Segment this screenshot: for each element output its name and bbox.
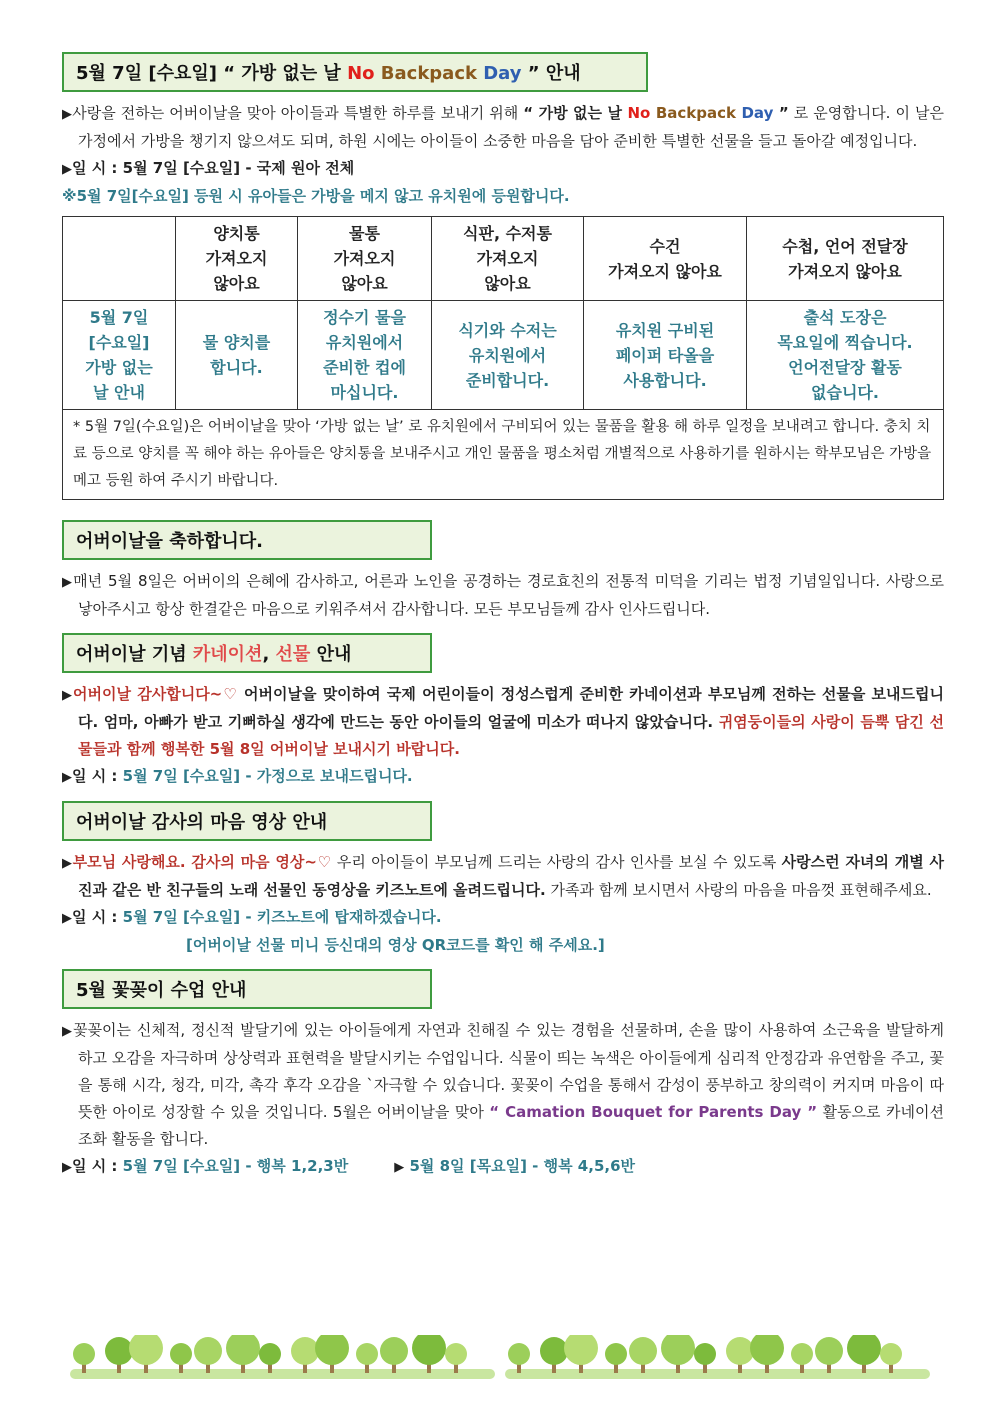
tree-icon [226,1335,260,1365]
qr-note: [어버이날 선물 미니 등신대의 영상 QR코드를 확인 해 주세요.] [186,936,605,954]
tree-icon [815,1337,843,1365]
tree-icon [880,1343,902,1365]
table-cell: 식기와 수저는 유치원에서 준비합니다. [432,301,584,410]
table-header-cell: 수건 가져오지 않아요 [584,217,747,301]
tree-icon [508,1343,530,1365]
table-cell: 물 양치를 합니다. [176,301,298,410]
bullet-triangle-icon: ▶ [394,1160,405,1175]
bullet-triangle-icon: ▶ [62,770,72,785]
section-title-video: 어버이날 감사의 마음 영상 안내 [62,801,432,841]
date-line: ▶일 시 : 5월 7일 [수요일] - 키즈노트에 탑재하겠습니다. [62,908,442,926]
section-title-backpack-day: 5월 7일 [수요일] “ 가방 없는 날 No Backpack Day ” 안내 [62,52,648,92]
tree-icon [73,1343,95,1365]
tree-icon [291,1337,319,1365]
bullet-triangle-icon: ▶ [62,1024,74,1039]
date-line: ▶일 시 : 5월 7일 [수요일] - 국제 원아 전체 [62,159,355,177]
section-video [62,801,944,959]
cell-text: 양치통 가져오지 않아요 [205,224,268,293]
tree-icon [694,1343,716,1365]
newsletter-page [62,52,944,1191]
section-title-flower-class: 5월 꽃꽂이 수업 안내 [62,969,432,1009]
section-title-parents-day: 어버이날을 축하합니다. [62,520,432,560]
tree-icon [791,1343,813,1365]
tree-icon [412,1335,446,1365]
bullet-triangle-icon: ▶ [62,688,74,703]
section-carnation-gift [62,633,944,791]
table-footnote: * 5월 7일(수요일)은 어버이날을 맞아 ‘가방 없는 날’ 로 유치원에서 구비되어 있는 물품을 활용 해 하루 일정을 보내려고 합니다. 충치 치료 등으로 양치를 꼭 해야 하는 유아들은 양치통을 보내주시고 개인 물품을 평소처럼 개별적으로 사용하기를 원하시는 학부모님은 가방을 메고 등원 하여 주시기 바랍니다. [63,410,944,500]
tree-border-right [505,1335,930,1379]
tree-icon [445,1343,467,1365]
tree-icon [726,1337,754,1365]
date-line: ▶일 시 : 5월 7일 [수요일] - 가정으로 보내드립니다. [62,767,413,785]
tree-icon [540,1337,568,1365]
tree-border-left [70,1335,495,1379]
table-cell: 정수기 물을 유치원에서 준비한 컵에 마십니다. [298,301,432,410]
date-line: ▶일 시 : 5월 7일 [수요일] - 행복 1,2,3반 ▶ 5월 8일 [목요일] - 행복 4,5,6반 [62,1157,636,1175]
tree-icon [259,1343,281,1365]
tree-icon [170,1343,192,1365]
tree-icon [356,1343,378,1365]
bullet-triangle-icon: ▶ [62,856,73,871]
bullet-triangle-icon: ▶ [62,575,74,590]
table-cell: 출석 도장은 목요일에 찍습니다. 언어전달장 활동 없습니다. [747,301,944,410]
section-parents-day [62,520,944,623]
tree-icon [129,1335,163,1365]
table-header-cell [63,217,176,301]
note-line: ※5월 7일[수요일] 등원 시 유아들은 가방을 메지 않고 유치원에 등원합니다. [62,187,570,205]
bullet-triangle-icon: ▶ [62,107,73,122]
table-header-cell: 식판, 수저통 가져오지 않아요 [432,217,584,301]
intro-paragraph: ▶사랑을 전하는 어버이날을 맞아 아이들과 특별한 하루를 보내기 위해 “ 가방 없는 날 No Backpack Day ” 로 운영합니다. 이 날은 가정에서 가방을 챙기지 않으셔도 되며, 하원 시에는 아이들이 소중한 마음을 담아 준비한 특별한 선물을 들고 돌아갈 예정입니다. [62,104,944,150]
section-flower-class [62,969,944,1181]
video-paragraph: ▶부모님 사랑해요. 감사의 마음 영상~♡ 우리 아이들이 부모님께 드리는 사랑의 감사 인사를 보실 수 있도록 사랑스런 자녀의 개별 사진과 같은 반 친구들의 노래 선물인 동영상을 키즈노트에 올려드립니다. 가족과 함께 보시면서 사랑의 마음을 마음껏 표현해주세요. [62,853,944,899]
bullet-triangle-icon: ▶ [62,911,72,926]
tree-icon [661,1335,695,1365]
tree-icon [564,1335,598,1365]
tree-icon [194,1337,222,1365]
tree-icon [380,1337,408,1365]
tree-icon [315,1335,349,1365]
table-cell: 5월 7일 [수요일] 가방 없는 날 안내 [63,301,176,410]
table-header-cell: 수첩, 언어 전달장 가져오지 않아요 [747,217,944,301]
carnation-paragraph: ▶어버이날 감사합니다~♡ 어버이날을 맞이하여 국제 어린이들이 정성스럽게 준비한 카네이션과 부모님께 전하는 선물을 보내드립니다. 엄마, 아빠가 받고 기뻐하실 생각에 만드는 동안 아이들의 얼굴에 미소가 떠나지 않았습니다. 귀염둥이들의 사랑이 듬뿍 담긴 선물들과 함께 행복한 5월 8일 어버이날 보내시기 바랍니다. [62,685,944,758]
tree-icon [847,1335,881,1365]
table-header-cell: 물통 가져오지 않아요 [298,217,432,301]
section-backpack-day [62,52,944,500]
schedule-table [62,216,944,500]
tree-icon [629,1337,657,1365]
tree-icon [605,1343,627,1365]
bullet-triangle-icon: ▶ [62,162,72,177]
section-title-carnation-gift: 어버이날 기념 카네이션, 선물 안내 [62,633,432,673]
tree-icon [105,1337,133,1365]
flower-class-paragraph: ▶꽃꽂이는 신체적, 정신적 발달기에 있는 아이들에게 자연과 친해질 수 있는 경험을 선물하며, 손을 많이 사용하여 소근육을 발달하게 하고 오감을 자극하며 상상력과 표현력을 발달시키는 수업입니다. 식물이 띄는 녹색은 아이들에게 심리적 안정감과 유연함을 주고, 꽃을 통해 시각, 청각, 미각, 촉각 후각 오감을 `자극할 수 있습니다. 꽃꽂이 수업을 통해서 감성이 풍부하고 창의력이 커지며 마음이 따뜻한 아이로 성장할 수 있을 것입니다. 5월은 어버이날을 맞아 “ Camation Bouquet for Parents Day ” 활동으로 카네이션 조화 활동을 합니다. [62,1021,944,1148]
bullet-triangle-icon: ▶ [62,1160,72,1175]
parents-day-paragraph: ▶매년 5월 8일은 어버이의 은혜에 감사하고, 어른과 노인을 공경하는 경로효친의 전통적 미덕을 기리는 법정 기념일입니다. 사랑으로 낳아주시고 항상 한결같은 마음으로 키워주셔서 감사합니다. 모든 부모님들께 감사 인사드립니다. [62,572,944,618]
table-header-row [63,217,944,301]
tree-icon [750,1335,784,1365]
table-cell: 유치원 구비된 페이퍼 타올을 사용합니다. [584,301,747,410]
table-row [63,301,944,410]
table-header-cell [176,217,298,301]
table-footnote-row [63,410,944,500]
